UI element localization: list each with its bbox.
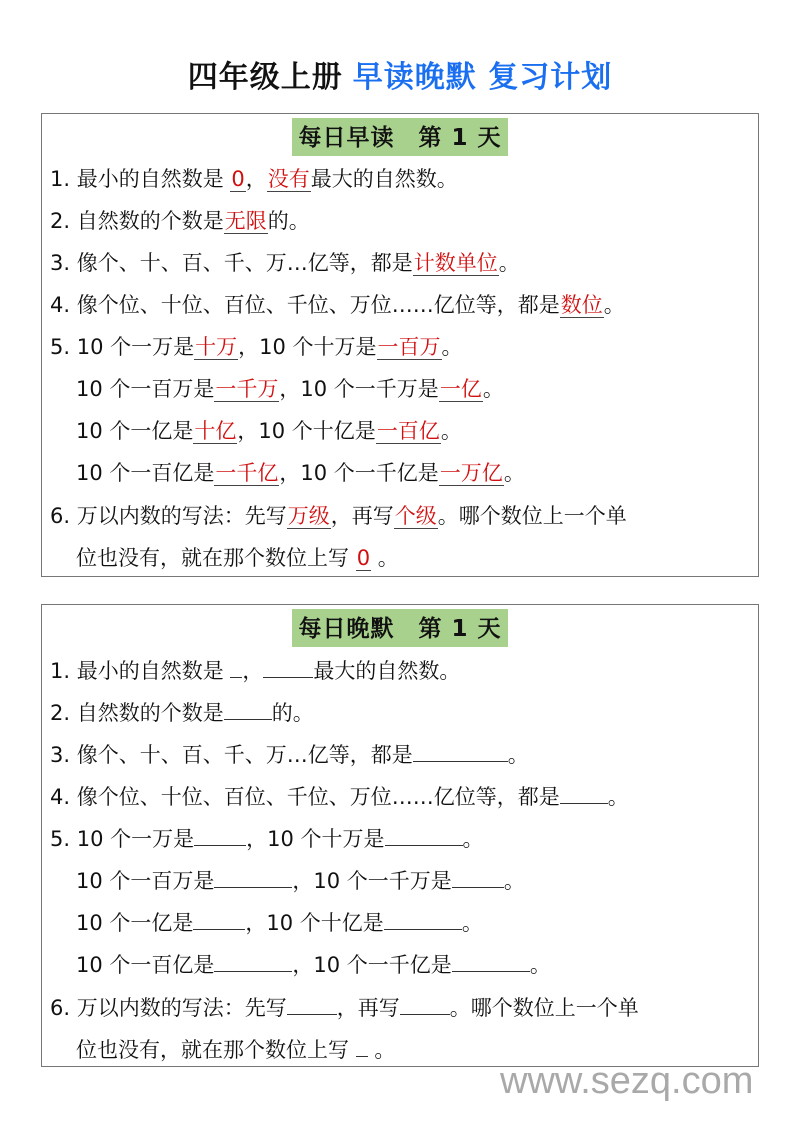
line-text: 5. 10 个一万是: [50, 335, 195, 359]
morning-header: 每日早读 第 1 天: [292, 118, 507, 156]
answer-text: 万级: [287, 504, 330, 528]
evening-line-8: [76, 949, 551, 980]
answer-text: 0: [356, 546, 371, 570]
evening-line-2: [50, 697, 314, 728]
evening-line-9: [50, 992, 639, 1023]
evening-line-5: [50, 823, 484, 854]
fill-in-blank[interactable]: [224, 697, 272, 720]
line-text: 10 个一亿是: [76, 419, 194, 443]
fill-in-blank[interactable]: [413, 739, 508, 762]
fill-in-blank[interactable]: [214, 949, 292, 972]
line-text: 位也没有，就在那个数位上写: [76, 1038, 356, 1062]
line-text: ，10 个一千万是: [279, 377, 439, 401]
line-text: 最大的自然数。: [313, 659, 461, 683]
fill-in-blank[interactable]: [452, 865, 504, 888]
evening-line-7: [76, 907, 483, 938]
answer-text: 十亿: [194, 419, 237, 443]
line-text: 。: [371, 546, 399, 570]
fill-in-blank[interactable]: [194, 823, 246, 846]
line-text: 。: [503, 461, 525, 485]
evening-header: 每日晚默 第 1 天: [292, 609, 507, 647]
fill-in-blank[interactable]: [193, 907, 245, 930]
answer-text: 一万亿: [439, 461, 503, 485]
line-text: ，10 个十万是: [246, 827, 385, 851]
fill-in-blank[interactable]: [452, 949, 530, 972]
line-text: ，10 个一千万是: [292, 869, 452, 893]
line-text: 最大的自然数。: [310, 167, 458, 191]
answer-text: 没有: [267, 167, 310, 191]
answer-text: 一千亿: [215, 461, 279, 485]
line-text: ，10 个十万是: [238, 335, 377, 359]
line-text: 。: [441, 335, 463, 359]
line-text: 10 个一亿是: [76, 911, 194, 935]
fill-in-blank[interactable]: [560, 781, 608, 804]
line-text: 10 个一百万是: [76, 869, 215, 893]
answer-text: 计数单位: [413, 251, 498, 275]
line-text: 1. 最小的自然数是: [50, 659, 231, 683]
page-title: [0, 52, 800, 96]
line-text: 10 个一百亿是: [76, 461, 215, 485]
morning-line-6: [76, 374, 504, 404]
line-text: 。: [607, 785, 629, 809]
fill-in-blank[interactable]: [384, 907, 462, 930]
line-text: ，10 个十亿是: [245, 911, 384, 935]
line-text: 。: [462, 827, 484, 851]
line-text: ，10 个一千亿是: [279, 461, 439, 485]
line-text: 。: [498, 251, 520, 275]
line-text: 。哪个数位上一个单: [449, 996, 639, 1020]
answer-text: 一千万: [215, 377, 279, 401]
line-text: 。: [503, 869, 525, 893]
line-text: 。: [461, 911, 483, 935]
line-text: 3. 像个、十、百、千、万…亿等，都是: [50, 743, 413, 767]
line-text: ，10 个一千亿是: [292, 953, 452, 977]
title-plan: 早读晚默 复习计划: [352, 60, 613, 95]
morning-reading-section: [41, 113, 759, 577]
morning-line-5: [50, 332, 463, 362]
line-text: 3. 像个、十、百、千、万…亿等，都是: [50, 251, 413, 275]
fill-in-blank[interactable]: [287, 992, 337, 1015]
evening-line-6: [76, 865, 525, 896]
fill-in-blank[interactable]: [385, 823, 463, 846]
answer-text: 数位: [560, 293, 603, 317]
line-text: ，: [242, 659, 264, 683]
answer-text: 0: [231, 167, 245, 191]
evening-dictation-section: [41, 604, 759, 1067]
answer-text: 个级: [394, 504, 437, 528]
line-text: 10 个一百万是: [76, 377, 215, 401]
morning-line-9: [50, 501, 627, 531]
fill-in-blank[interactable]: [214, 865, 292, 888]
answer-text: 一亿: [439, 377, 482, 401]
line-text: ，: [245, 167, 267, 191]
line-text: 的。: [271, 701, 314, 725]
title-grade: 四年级上册: [187, 60, 343, 95]
line-text: 1. 最小的自然数是: [50, 167, 231, 191]
morning-line-3: [50, 248, 520, 278]
morning-line-10: [76, 543, 399, 573]
line-text: 2. 自然数的个数是: [50, 701, 224, 725]
line-text: 。: [603, 293, 625, 317]
answer-text: 十万: [195, 335, 238, 359]
line-text: 位也没有，就在那个数位上写: [76, 546, 356, 570]
line-text: 5. 10 个一万是: [50, 827, 195, 851]
fill-in-blank[interactable]: [400, 992, 450, 1015]
evening-line-1: [50, 655, 460, 686]
answer-text: 一百亿: [376, 419, 440, 443]
line-text: 。哪个数位上一个单: [437, 504, 627, 528]
line-text: 。: [367, 1038, 396, 1062]
morning-line-7: [76, 416, 462, 446]
evening-line-3: [50, 739, 529, 770]
morning-line-2: [50, 206, 310, 236]
evening-line-4: [50, 781, 629, 812]
answer-text: 无限: [224, 209, 267, 233]
line-text: 10 个一百亿是: [76, 953, 215, 977]
line-text: 6. 万以内数的写法：先写: [50, 504, 287, 528]
morning-line-1: [50, 164, 458, 194]
line-text: 。: [529, 953, 551, 977]
line-text: ，再写: [336, 996, 400, 1020]
line-text: 2. 自然数的个数是: [50, 209, 224, 233]
evening-line-10: [76, 1034, 395, 1065]
line-text: 的。: [267, 209, 310, 233]
morning-line-8: [76, 458, 525, 488]
line-text: ，10 个十亿是: [237, 419, 376, 443]
fill-in-blank[interactable]: [356, 1034, 368, 1057]
line-text: ，再写: [330, 504, 394, 528]
fill-in-blank[interactable]: [230, 655, 242, 678]
line-text: 。: [482, 377, 504, 401]
line-text: 4. 像个位、十位、百位、千位、万位……亿位等，都是: [50, 785, 560, 809]
morning-line-4: [50, 290, 625, 320]
line-text: 4. 像个位、十位、百位、千位、万位……亿位等，都是: [50, 293, 560, 317]
line-text: 6. 万以内数的写法：先写: [50, 996, 287, 1020]
answer-text: 一百万: [377, 335, 441, 359]
watermark: www.sezq.com: [500, 1060, 754, 1102]
line-text: 。: [507, 743, 529, 767]
fill-in-blank[interactable]: [263, 655, 313, 678]
line-text: 。: [440, 419, 462, 443]
